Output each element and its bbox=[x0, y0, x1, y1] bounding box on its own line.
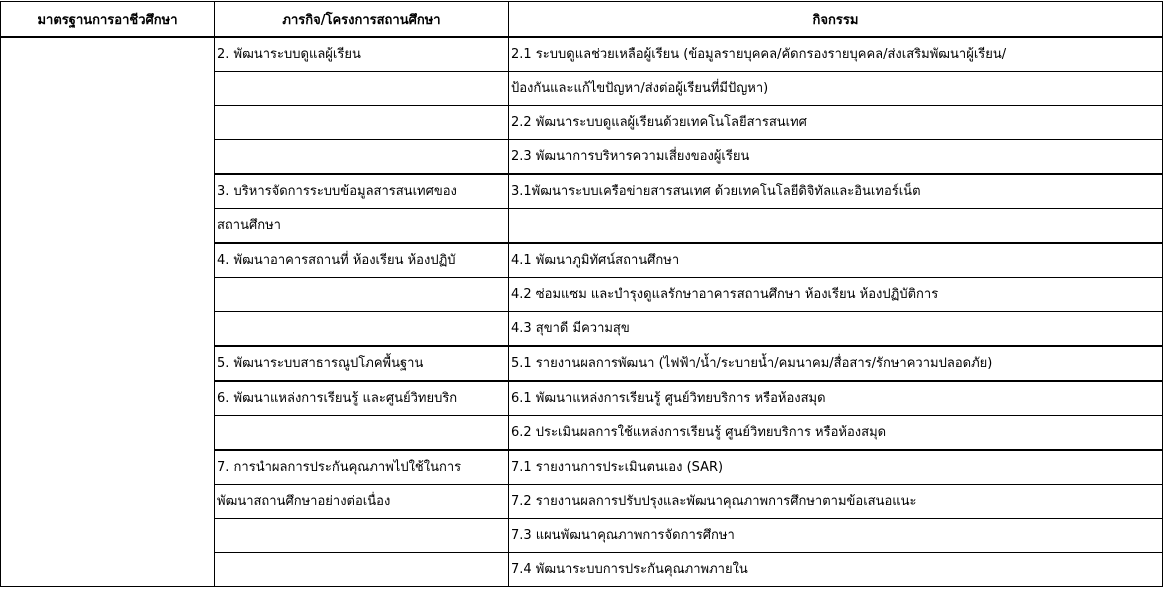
activity-cell: 7.4 พัฒนาระบบการประกันคุณภาพภายใน bbox=[509, 553, 1163, 587]
mission-cell: 3. บริหารจัดการระบบข้อมูลสารสนเทศของ bbox=[215, 174, 509, 209]
activity-cell bbox=[509, 209, 1163, 244]
mission-cell: 5. พัฒนาระบบสาธารณูปโภคพื้นฐาน bbox=[215, 346, 509, 381]
mission-cell bbox=[215, 106, 509, 140]
activity-cell: 7.2 รายงานผลการปรับปรุงและพัฒนาคุณภาพการศึกษาตามข้อเสนอแนะ bbox=[509, 485, 1163, 519]
activity-cell: 2.1 ระบบดูแลช่วยเหลือผู้เรียน (ข้อมูลรายบุคคล/คัดกรองรายบุคคล/ส่งเสริมพัฒนาผู้เรียน/ bbox=[509, 37, 1163, 72]
activity-cell: 4.1 พัฒนาภูมิทัศน์สถานศึกษา bbox=[509, 243, 1163, 278]
mission-cell bbox=[215, 416, 509, 451]
mission-cell: 2. พัฒนาระบบดูแลผู้เรียน bbox=[215, 37, 509, 72]
mission-cell: 4. พัฒนาอาคารสถานที่ ห้องเรียน ห้องปฏิบั bbox=[215, 243, 509, 278]
activity-cell: 2.2 พัฒนาระบบดูแลผู้เรียนด้วยเทคโนโลยีสารสนเทศ bbox=[509, 106, 1163, 140]
mission-cell bbox=[215, 278, 509, 312]
mission-cell bbox=[215, 553, 509, 587]
header-row bbox=[1, 2, 1163, 38]
activity-cell: 4.2 ซ่อมแซม และบำรุงดูแลรักษาอาคารสถานศึกษา ห้องเรียน ห้องปฏิบัติการ bbox=[509, 278, 1163, 312]
header-standard: มาตรฐานการอาชีวศึกษา bbox=[1, 2, 215, 38]
mission-cell bbox=[215, 312, 509, 347]
mission-cell: พัฒนาสถานศึกษาอย่างต่อเนื่อง bbox=[215, 485, 509, 519]
header-mission: ภารกิจ/โครงการสถานศึกษา bbox=[215, 2, 509, 38]
activity-cell: 4.3 สุขาดี มีความสุข bbox=[509, 312, 1163, 347]
table-row bbox=[1, 37, 1163, 72]
activity-cell: 3.1พัฒนาระบบเครือข่ายสารสนเทศ ด้วยเทคโนโลยีดิจิทัลและอินเทอร์เน็ต bbox=[509, 174, 1163, 209]
activity-cell: 2.3 พัฒนาการบริหารความเสี่ยงของผู้เรียน bbox=[509, 140, 1163, 175]
mission-cell bbox=[215, 140, 509, 175]
activity-cell: 6.2 ประเมินผลการใช้แหล่งการเรียนรู้ ศูนย์วิทยบริการ หรือห้องสมุด bbox=[509, 416, 1163, 451]
standard-cell bbox=[1, 37, 215, 587]
mission-cell bbox=[215, 72, 509, 106]
header-activity: กิจกรรม bbox=[509, 2, 1163, 38]
mission-cell: 6. พัฒนาแหล่งการเรียนรู้ และศูนย์วิทยบริก bbox=[215, 381, 509, 416]
activity-cell: ป้องกันและแก้ไขปัญหา/ส่งต่อผู้เรียนที่มีปัญหา) bbox=[509, 72, 1163, 106]
activity-cell: 5.1 รายงานผลการพัฒนา (ไฟฟ้า/น้ำ/ระบายน้ำ/คมนาคม/สื่อสาร/รักษาความปลอดภัย) bbox=[509, 346, 1163, 381]
activity-cell: 7.1 รายงานการประเมินตนเอง (SAR) bbox=[509, 450, 1163, 485]
mission-cell: 7. การนำผลการประกันคุณภาพไปใช้ในการ bbox=[215, 450, 509, 485]
activity-cell: 6.1 พัฒนาแหล่งการเรียนรู้ ศูนย์วิทยบริการ หรือห้องสมุด bbox=[509, 381, 1163, 416]
activity-cell: 7.3 แผนพัฒนาคุณภาพการจัดการศึกษา bbox=[509, 519, 1163, 553]
mission-cell bbox=[215, 519, 509, 553]
activity-table bbox=[0, 1, 1163, 587]
mission-cell: สถานศึกษา bbox=[215, 209, 509, 244]
